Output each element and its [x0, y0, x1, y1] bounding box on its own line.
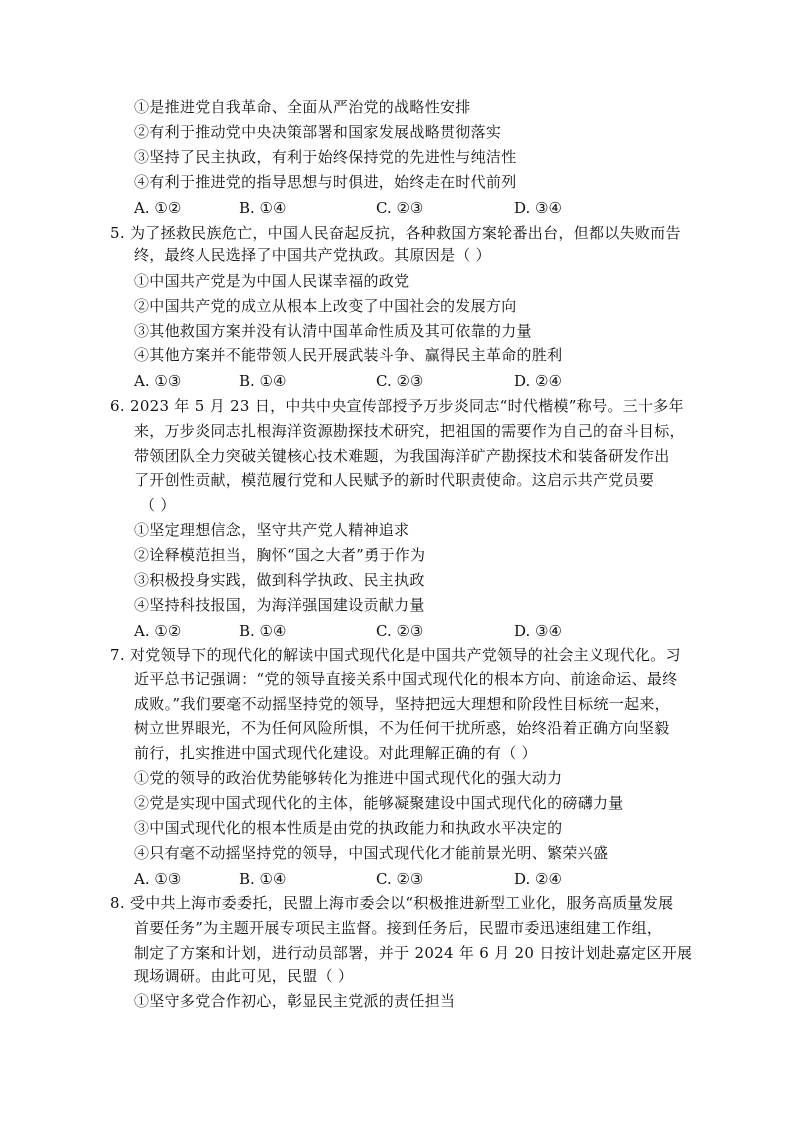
option-b[interactable]: B. ①④	[239, 199, 287, 217]
q8-stem-4: 现场调研。由此可见，民盟（ ）	[134, 967, 354, 985]
option-d[interactable]: D. ③④	[514, 622, 562, 640]
q6-item-2: ②诠释模范担当，胸怀“国之大者”勇于作为	[134, 546, 426, 564]
q7-stem-5: 前行，扎实推进中国式现代化建设。对此理解正确的有（ ）	[134, 744, 537, 762]
option-a[interactable]: A. ①②	[134, 199, 182, 217]
q8-stem-2: 首要任务”为主题开展专项民主监督。接到任务后，民盟市委迅速组建工作组，	[134, 919, 663, 937]
q7-stem-2: 近平总书记强调：“党的领导直接关系中国式现代化的根本方向、前途命运、最终	[134, 670, 678, 688]
q5-stem-1: 5. 为了拯救民族危亡，中国人民奋起反抗，各种救国方案轮番出台，但都以失败而告	[110, 224, 681, 242]
option-d[interactable]: D. ②④	[514, 372, 562, 390]
q7-stem-4: 树立世界眼光，不为任何风险所惧，不为任何干扰所惑，始终沿着正确方向坚毅	[134, 719, 670, 737]
option-c[interactable]: C. ②③	[376, 372, 424, 390]
q7-item-2: ②党是实现中国式现代化的主体，能够凝聚建设中国式现代化的磅礴力量	[134, 794, 624, 812]
prev-options	[0, 198, 794, 218]
option-c[interactable]: C. ②③	[376, 870, 424, 888]
prev-item-4: ④有利于推进党的指导思想与时俱进，始终走在时代前列	[134, 173, 517, 191]
q6-options	[0, 621, 794, 641]
q8-item-1: ①坚守多党合作初心，彰显民主党派的责任担当	[134, 992, 456, 1010]
prev-item-1: ①是推进党自我革命、全面从严治党的战略性安排	[134, 98, 471, 116]
q6-stem-3: 带领团队全力突破关键核心技术难题，为我国海洋矿产勘探技术和装备研发作出	[134, 447, 670, 465]
q8-stem-3: 制定了方案和计划，进行动员部署，并于 2024 年 6 月 20 日按计划赴嘉定区开展	[134, 944, 693, 962]
q5-item-3: ③其他救国方案并没有认清中国革命性质及其可依靠的力量	[134, 322, 532, 340]
q6-stem-4: 了开创性贡献，模范履行党和人民赋予的新时代职责使命。这启示共产党员要	[134, 471, 655, 489]
q5-item-4: ④其他方案并不能带领人民开展武装斗争、赢得民主革命的胜利	[134, 346, 563, 364]
q7-item-4: ④只有毫不动摇坚持党的领导，中国式现代化才能前景光明、繁荣兴盛	[134, 844, 609, 862]
q6-item-3: ③积极投身实践，做到科学执政、民主执政	[134, 571, 425, 589]
option-c[interactable]: C. ②③	[376, 622, 424, 640]
option-a[interactable]: A. ①③	[134, 372, 182, 390]
q5-item-2: ②中国共产党的成立从根本上改变了中国社会的发展方向	[134, 297, 517, 315]
q7-options	[0, 869, 794, 889]
q7-item-1: ①党的领导的政治优势能够转化为推进中国式现代化的强大动力	[134, 769, 563, 787]
option-c[interactable]: C. ②③	[376, 199, 424, 217]
q6-stem-2: 来，万步炎同志扎根海洋资源勘探技术研究，把祖国的需要作为自己的奋斗目标，	[134, 422, 685, 440]
q7-item-3: ③中国式现代化的根本性质是由党的执政能力和执政水平决定的	[134, 819, 563, 837]
option-b[interactable]: B. ①④	[239, 372, 287, 390]
option-d[interactable]: D. ②④	[514, 870, 562, 888]
option-d[interactable]: D. ③④	[514, 199, 562, 217]
q6-item-4: ④坚持科技报国，为海洋强国建设贡献力量	[134, 596, 425, 614]
q6-stem-5: （ ）	[140, 496, 176, 514]
q5-item-1: ①中国共产党是为中国人民谋幸福的政党	[134, 272, 410, 290]
prev-item-2: ②有利于推动党中央决策部署和国家发展战略贯彻落实	[134, 123, 502, 141]
option-a[interactable]: A. ①②	[134, 622, 182, 640]
prev-item-3: ③坚持了民主执政，有利于始终保持党的先进性与纯洁性	[134, 148, 517, 166]
q7-stem-1: 7. 对党领导下的现代化的解读中国式现代化是中国共产党领导的社会主义现代化。习	[110, 646, 681, 664]
q5-stem-2: 终，最终人民选择了中国共产党执政。其原因是（ ）	[134, 246, 491, 264]
option-b[interactable]: B. ①④	[239, 870, 287, 888]
q7-stem-3: 成败。”我们要毫不动摇坚持党的领导，坚持把远大理想和阶段性目标统一起来，	[134, 695, 670, 713]
q8-stem-1: 8. 受中共上海市委委托，民盟上海市委会以“积极推进新型工业化，服务高质量发展	[110, 894, 674, 912]
option-a[interactable]: A. ①③	[134, 870, 182, 888]
q6-stem-1: 6. 2023 年 5 月 23 日，中共中央宣传部授予万步炎同志“时代楷模”称号。三十多年	[110, 397, 684, 415]
q5-options	[0, 371, 794, 391]
q6-item-1: ①坚定理想信念，坚守共产党人精神追求	[134, 521, 410, 539]
option-b[interactable]: B. ①④	[239, 622, 287, 640]
